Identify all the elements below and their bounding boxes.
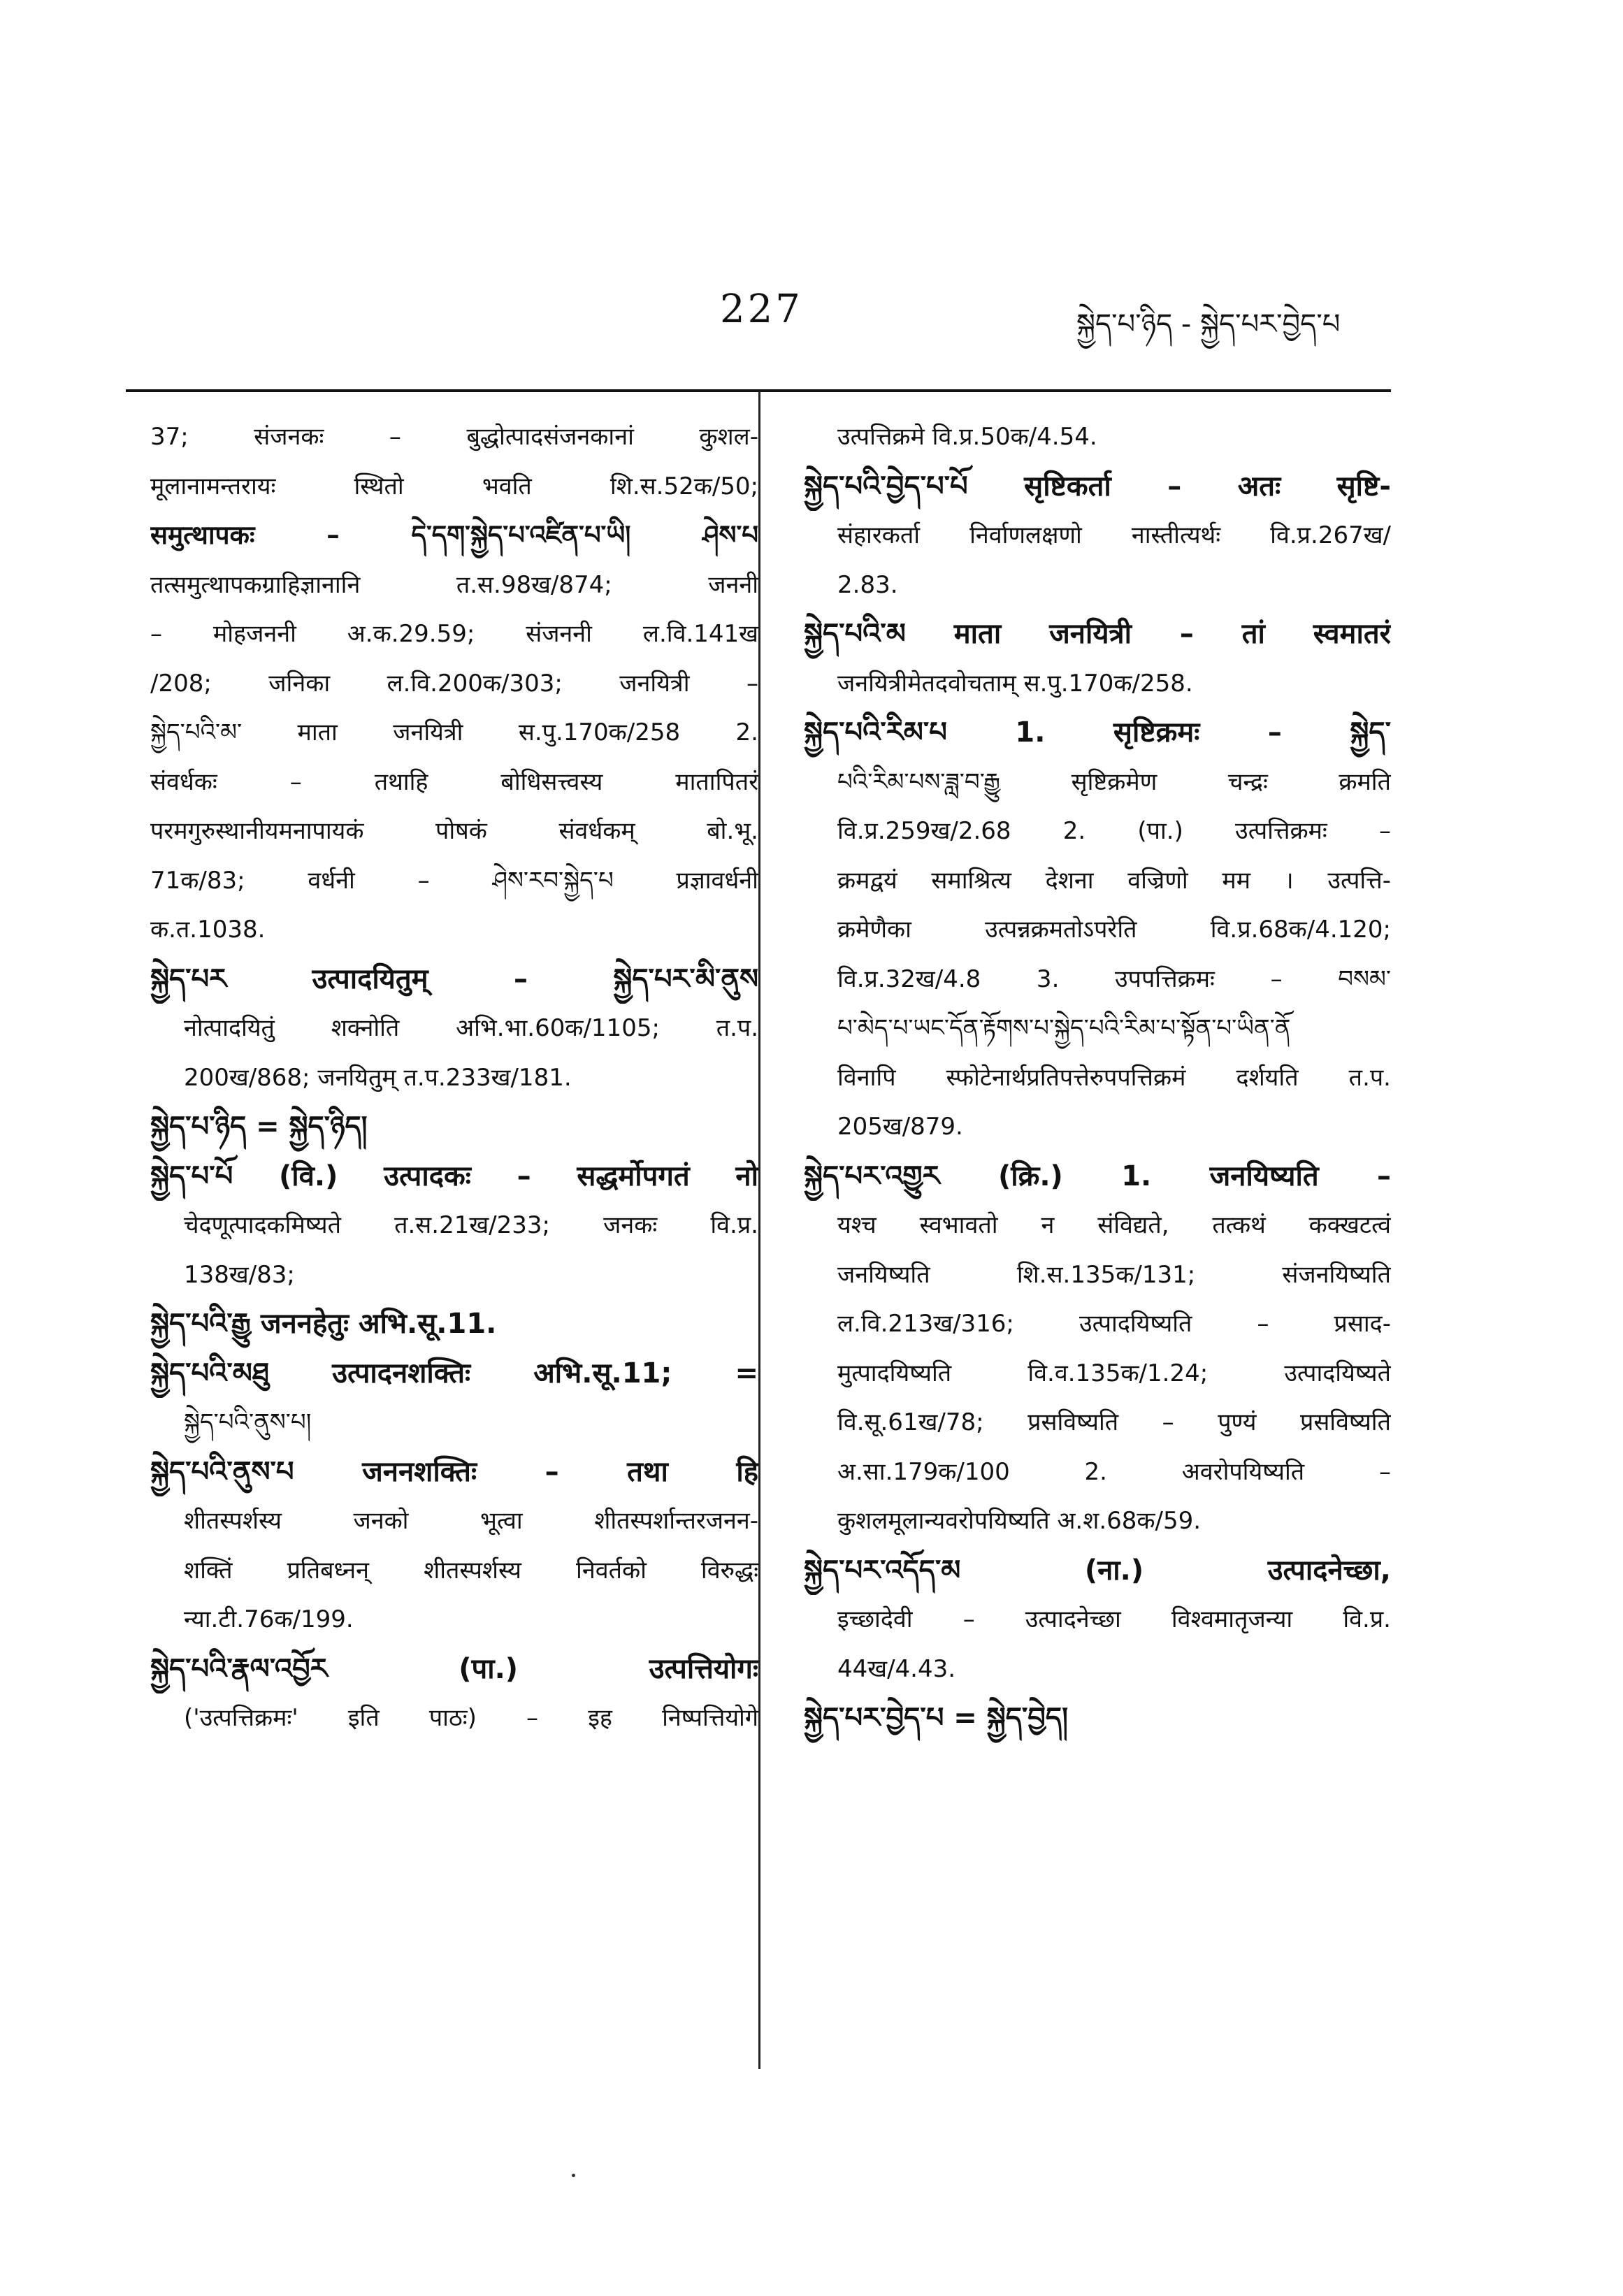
left-column (150, 412, 758, 1743)
right-line: 205ख/879. (837, 1113, 963, 1141)
entry-headword: སྐྱེད་པའི་མ माता जनयित्री – तां स्वमातरं (804, 618, 1391, 650)
left-line: परमगुरुस्थानीयमनापायकं पोषकं संवर्धकम् बो.भू. (150, 817, 758, 845)
right-line: विनापि स्फोटेनार्थप्रतिपत्तेरुपपत्तिक्रमं दर्शयति त.प. (837, 1063, 1391, 1092)
left-line: तत्समुत्थापकग्राहिज्ञानानि त.स.98ख/874; जननी (150, 570, 758, 599)
right-line: क्रमद्वयं समाश्रित्य देशना वज्रिणो मम । उत्पत्ति- (837, 866, 1391, 895)
right-line: कुशलमूलान्यवरोपयिष्यति अ.श.68क/59. (837, 1507, 1202, 1535)
entry-headword: སྐྱེད་པར་བྱེད་པ = སྐྱེད་བྱེད། (804, 1702, 1068, 1734)
right-line: 44ख/4.43. (837, 1654, 956, 1683)
right-line: वि.प्र.259ख/2.68 2. (पा.) उत्पत्तिक्रमः – (837, 817, 1391, 845)
left-line: शीतस्पर्शस्य जनको भूत्वा शीतस्पर्शान्तरजनन- (184, 1507, 758, 1535)
left-line: न्या.टी.76क/199. (184, 1605, 354, 1633)
entry-headword: སྐྱེད་པར་འདོད་མ (ना.) उत्पादनेच्छा, (804, 1554, 1391, 1587)
right-line: वि.प्र.32ख/4.8 3. उपपत्तिक्रमः – བསམ་ (837, 965, 1391, 993)
right-line: ल.वि.213ख/316; उत्पादयिष्यति – प्रसाद- (837, 1310, 1391, 1338)
right-line: इच्छादेवी – उत्पादनेच्छा विश्वमातृजन्या वि.प्र. (837, 1605, 1391, 1633)
right-line: संहारकर्ता निर्वाणलक्षणो नास्तीत्यर्थः वि.प्र.267ख/ (837, 521, 1391, 549)
left-line: संवर्धकः – तथाहि बोधिसत्त्वस्य मातापितरं (150, 767, 758, 796)
right-line: उत्पत्तिक्रमे वि.प्र.50क/4.54. (837, 423, 1097, 451)
entry-headword: སྐྱེད་པའི་ནུས་པ जननशक्तिः – तथा हि (150, 1455, 758, 1488)
column-divider (758, 391, 760, 2069)
left-line: ('उत्पत्तिक्रमः' इति पाठः) – इह निष्पत्तियोगे (184, 1704, 758, 1732)
left-line: क.त.1038. (150, 916, 266, 944)
right-column (804, 412, 1391, 1743)
right-line: པ་མེད་པ་ཡང་དོན་རྟོགས་པ་སྐྱེད་པའི་རིམ་པ་སྟོན་པ་ཡིན་ནོ (837, 1014, 1291, 1042)
left-line: मूलानामन्तरायः स्थितो भवति शि.स.52क/50; (150, 472, 758, 500)
page-number: 227 (720, 287, 803, 332)
left-line: समुत्थापकः – དེ་དག་སྐྱེད་པ་འཛིན་པ་ཡི། ཤེས་པ (150, 520, 758, 550)
entry-headword: སྐྱེད་པ་པོ (वि.) उत्पादकः – सद्धर्मोपगतं नो (150, 1160, 758, 1192)
left-line: /208; जनिका ल.वि.200क/303; जनयित्री – (150, 669, 758, 698)
entry-headword: སྐྱེད་པའི་མཐུ उत्पादनशक्तिः अभि.सू.11; = (150, 1357, 758, 1389)
right-line: जनयिष्यति शि.स.135क/131; संजनयिष्यति (837, 1260, 1391, 1289)
right-line: 2.83. (837, 570, 898, 599)
entry-headword: སྐྱེད་པའི་རྒྱུ जननहेतुः अभि.सू.11. (150, 1308, 497, 1340)
right-line: པའི་རིམ་པས་ཟླ་བ་རྒྱུ सृष्टिक्रमेण चन्द्रः क्रमति (837, 767, 1391, 796)
left-line: नोत्पादयितुं शक्नोति अभि.भा.60क/1105; त.प. (184, 1014, 758, 1042)
right-line: जनयित्रीमेतदवोचताम् स.पु.170क/258. (837, 669, 1193, 698)
left-line: – मोहजननी अ.क.29.59; संजननी ल.वि.141ख (150, 620, 758, 648)
left-line: 138ख/83; (184, 1260, 295, 1289)
right-line: मुत्पादयिष्यति वि.व.135क/1.24; उत्पादयिष्यते (837, 1359, 1391, 1387)
entry-headword: སྐྱེད་པའི་རིམ་པ 1. सृष्टिक्रमः – སྐྱེད་ (804, 716, 1391, 749)
left-line: चेदणूत्पादकमिष्यते त.स.21ख/233; जनकः वि.प्र. (184, 1211, 758, 1239)
running-head: སྐྱེད་པ་ཉིད - སྐྱེད་པར་བྱེད་པ (1076, 308, 1341, 340)
stray-dot (572, 2174, 575, 2177)
entry-headword: སྐྱེད་པ་ཉིད = སྐྱེད་ཉིད། (150, 1111, 368, 1143)
left-line: शक्तिं प्रतिबध्नन् शीतस्पर्शस्य निवर्तको विरुद्धः (184, 1556, 758, 1584)
left-line: 37; संजनकः – बुद्धोत्पादसंजनकानां कुशल- (150, 423, 758, 451)
right-line: क्रमेणैका उत्पन्नक्रमतोऽपरेति वि.प्र.68क/4.120; (837, 916, 1391, 944)
entry-headword: སྐྱེད་པའི་རྣལ་འབྱོར (पा.) उत्पत्तियोगः (150, 1652, 758, 1685)
right-line: अ.सा.179क/100 2. अवरोपयिष्यति – (837, 1457, 1391, 1486)
right-line: वि.सू.61ख/78; प्रसविष्यति – पुण्यं प्रसविष्यति (837, 1408, 1391, 1436)
left-line: 200ख/868; जनयितुम् त.प.233ख/181. (184, 1063, 572, 1092)
left-line: སྐྱེད་པའི་མ་ माता जनयित्री स.पु.170क/258 2. (150, 719, 758, 746)
entry-headword: སྐྱེད་པར་འགྱུར (क्रि.) 1. जनयिष्यति – (804, 1160, 1391, 1192)
entry-headword: སྐྱེད་པའི་བྱེད་པ་པོ सृष्टिकर्ता – अतः सृष्टि- (804, 470, 1391, 503)
left-line: 71क/83; वर्धनी – ཤེས་རབ་སྐྱེད་པ प्रज्ञावर्धनी (150, 866, 758, 895)
left-line: སྐྱེད་པའི་ནུས་པ། (184, 1408, 312, 1436)
entry-headword: སྐྱེད་པར उत्पादयितुम् – སྐྱེད་པར་མི་ནུས (150, 962, 758, 995)
right-line: यश्च स्वभावतो न संविद्यते, तत्कथं कक्खटत्वं (837, 1211, 1391, 1239)
